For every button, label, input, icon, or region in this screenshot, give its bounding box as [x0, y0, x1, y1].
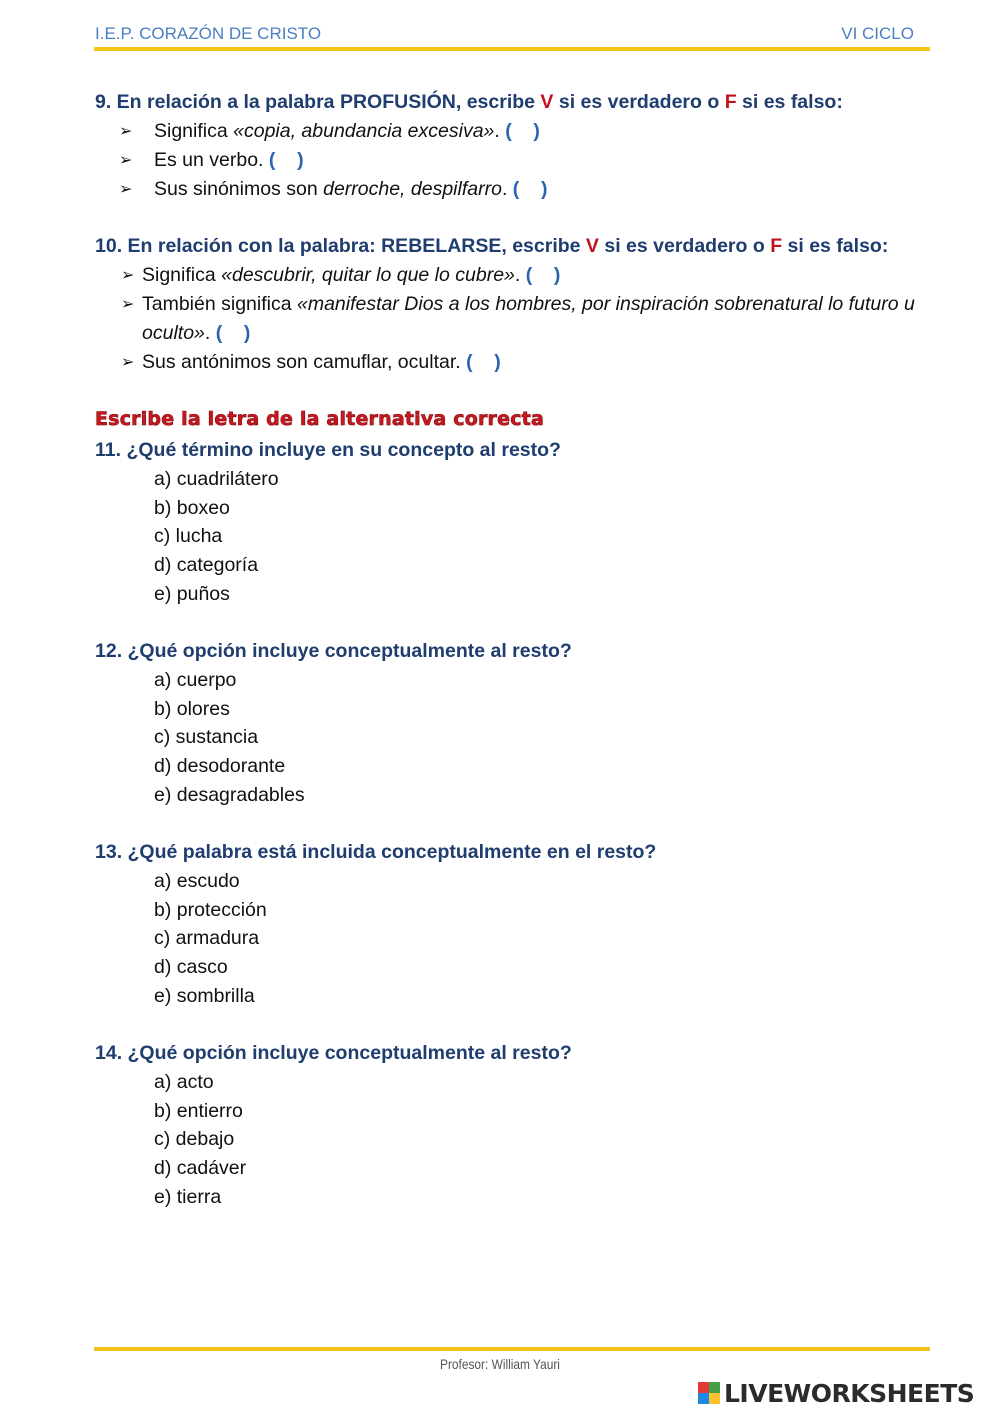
- arrow-bullet-icon: ➢: [121, 267, 135, 284]
- list-item: ➢ Significa «descubrir, quitar lo que lo cubre». ( ): [95, 261, 935, 290]
- question-11: [95, 436, 935, 609]
- answer-blank[interactable]: ( ): [512, 178, 548, 200]
- header-divider: [94, 47, 930, 51]
- option-e: e) tierra: [154, 1185, 222, 1208]
- question-14-title: 14. ¿Qué opción incluye conceptualmente al resto?: [95, 1042, 572, 1064]
- answer-blank[interactable]: ( ): [505, 120, 540, 142]
- option-c: c) debajo: [154, 1128, 235, 1151]
- footer-divider: [94, 1347, 930, 1351]
- arrow-bullet-icon: ➢: [119, 152, 133, 169]
- answer-blank[interactable]: ( ): [525, 264, 561, 286]
- question-14: [95, 1039, 935, 1212]
- question-9-title: 9. En relación a la palabra PROFUSIÓN, escribe V si es verdadero o F si es falso:: [95, 91, 843, 113]
- answer-blank[interactable]: ( ): [466, 351, 501, 373]
- option-b: b) boxeo: [154, 496, 230, 519]
- option-d: d) cadáver: [154, 1157, 247, 1180]
- question-12: [95, 637, 935, 810]
- section-banner: Escribe la letra de la alternativa correcta: [95, 408, 544, 430]
- question-10: [95, 232, 935, 377]
- option-a: a) escudo: [154, 870, 240, 892]
- option-d: d) desodorante: [154, 755, 286, 778]
- option-a: a) acto: [154, 1071, 214, 1093]
- option-e: e) puños: [154, 582, 230, 605]
- option-d: d) categoría: [154, 554, 259, 577]
- option-b: b) protección: [154, 898, 267, 921]
- liveworksheets-brand: [698, 1376, 974, 1410]
- option-e: e) desagradables: [154, 783, 305, 806]
- option-b: b) entierro: [154, 1099, 243, 1122]
- question-11-title: 11. ¿Qué término incluye en su concepto al resto?: [95, 439, 561, 461]
- option-c: c) armadura: [154, 927, 260, 950]
- answer-blank[interactable]: ( ): [268, 149, 304, 171]
- answer-blank[interactable]: ( ): [215, 322, 251, 344]
- question-9: [95, 88, 935, 204]
- question-12-title: 12. ¿Qué opción incluye conceptualmente al resto?: [95, 640, 572, 662]
- question-13-title: 13. ¿Qué palabra está incluida conceptualmente en el resto?: [95, 841, 657, 863]
- question-13: [95, 838, 935, 1011]
- option-c: c) sustancia: [154, 726, 259, 749]
- liveworksheets-logo-icon: [698, 1382, 720, 1404]
- option-e: e) sombrilla: [154, 984, 255, 1007]
- list-item: ➢ También significa «manifestar Dios a los hombres, por inspiración sobrenatural lo futuro u oculto». ( ): [95, 290, 922, 348]
- arrow-bullet-icon: ➢: [121, 296, 135, 313]
- arrow-bullet-icon: ➢: [121, 354, 135, 371]
- footer-teacher: Profesor: William Yauri: [440, 1356, 560, 1372]
- header-cycle: VI CICLO: [841, 24, 914, 43]
- question-10-title: 10. En relación con la palabra: REBELARSE, escribe V si es verdadero o F si es falso:: [95, 235, 889, 257]
- option-a: a) cuadrilátero: [154, 468, 279, 490]
- arrow-bullet-icon: ➢: [119, 123, 133, 140]
- header-school: I.E.P. CORAZÓN DE CRISTO: [95, 24, 322, 43]
- brand-name: LIVEWORKSHEETS: [724, 1378, 975, 1408]
- option-d: d) casco: [154, 956, 228, 979]
- option-a: a) cuerpo: [154, 669, 237, 691]
- option-c: c) lucha: [154, 525, 223, 548]
- list-item: ➢ Significa «copia, abundancia excesiva». ( ): [95, 117, 935, 146]
- arrow-bullet-icon: ➢: [119, 181, 133, 198]
- list-item: ➢ Sus antónimos son camuflar, ocultar. ( ): [95, 348, 935, 377]
- list-item: ➢ Sus sinónimos son derroche, despilfarro. ( ): [95, 175, 935, 204]
- option-b: b) olores: [154, 697, 230, 720]
- list-item: ➢ Es un verbo. ( ): [95, 146, 935, 175]
